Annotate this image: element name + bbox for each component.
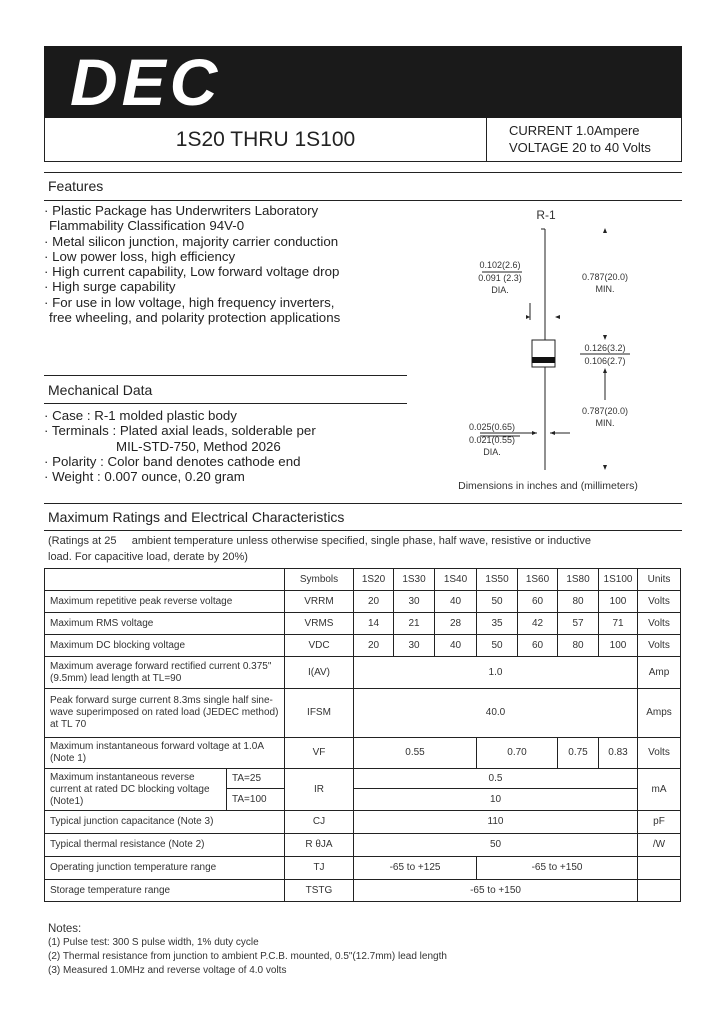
dim-label: 0.091 (2.3)	[478, 273, 522, 283]
feature-item: · Low power loss, high efficiency	[44, 248, 236, 264]
table-cell: 1.0	[354, 657, 638, 689]
table-cell: 14	[354, 613, 394, 635]
table-cell: 60	[518, 591, 558, 613]
table-cell: IFSM	[285, 689, 354, 738]
table-row	[45, 635, 681, 657]
features-list	[44, 203, 340, 325]
arrow-icon	[603, 228, 607, 233]
dim-label: DIA.	[483, 447, 501, 457]
dim-label: 0.787(20.0)	[581, 406, 629, 416]
ratings-heading: Maximum Ratings and Electrical Characteristics	[48, 509, 345, 525]
dim-label: 0.102(2.6)	[479, 260, 521, 270]
table-cell: TA=100	[227, 789, 285, 811]
divider	[44, 503, 682, 504]
mechanical-item: · Terminals : Plated axial leads, solderable per	[44, 423, 316, 439]
title-box	[44, 118, 682, 162]
table-cell: TSTG	[285, 880, 354, 902]
table-row	[45, 657, 681, 689]
table-cell: 60	[518, 635, 558, 657]
divider	[44, 530, 682, 531]
table-cell: Volts	[638, 591, 681, 613]
table-cell: 1S40	[435, 569, 477, 591]
dim-label: 0.126(3.2)	[584, 343, 626, 353]
table-cell: pF	[638, 811, 681, 834]
table-cell: 80	[558, 635, 599, 657]
table-cell: 0.70	[477, 738, 558, 769]
dim-label: MIN.	[595, 418, 615, 428]
arrow-icon	[603, 335, 607, 340]
table-cell: Typical junction capacitance (Note 3)	[45, 811, 285, 834]
table-cell: 80	[558, 591, 599, 613]
feature-item: free wheeling, and polarity protection applications	[49, 310, 341, 326]
table-cell: VDC	[285, 635, 354, 657]
table-cell: Volts	[638, 738, 681, 769]
feature-item: · For use in low voltage, high frequency inverters,	[44, 294, 335, 310]
table-cell: -65 to +150	[477, 857, 638, 880]
table-cell: 0.83	[599, 738, 638, 769]
table-cell: VF	[285, 738, 354, 769]
dim-label: 0.021(0.55)	[468, 435, 516, 445]
divider	[44, 375, 407, 376]
voltage-rating: VOLTAGE 20 to 40 Volts	[509, 140, 651, 155]
arrow-icon	[555, 315, 560, 319]
features-heading: Features	[48, 178, 104, 194]
table-cell: mA	[638, 769, 681, 811]
table-cell: Amps	[638, 689, 681, 738]
table-cell: 100	[599, 591, 638, 613]
table-cell: Typical thermal resistance (Note 2)	[45, 834, 285, 857]
feature-item: Flammability Classification 94V-0	[49, 218, 245, 234]
table-cell: 40	[435, 635, 477, 657]
table-row	[45, 591, 681, 613]
table-row	[45, 834, 681, 857]
arrow-icon	[603, 368, 607, 373]
table-cell: 40	[435, 591, 477, 613]
table-cell: 1S100	[599, 569, 638, 591]
table-cell: VRRM	[285, 591, 354, 613]
table-cell: 0.75	[558, 738, 599, 769]
current-rating: CURRENT 1.0Ampere	[509, 123, 640, 138]
table-cell: 10	[354, 789, 638, 811]
mechanical-item: · Case : R-1 molded plastic body	[44, 408, 237, 423]
table-cell: Amp	[638, 657, 681, 689]
table-cell: Peak forward surge current 8.3ms single half sine-wave superimposed on rated load (JEDEC method) at TL 70	[45, 689, 285, 738]
table-row	[45, 769, 681, 789]
feature-item: · High current capability, Low forward voltage drop	[44, 264, 340, 280]
table-cell	[45, 569, 285, 591]
mechanical-list	[44, 408, 316, 484]
table-cell: 1S30	[394, 569, 435, 591]
table-cell: Maximum average forward rectified current 0.375"(9.5mm) lead length at TL=90	[45, 657, 285, 689]
arrow-icon	[603, 465, 607, 470]
table-cell: TA=25	[227, 769, 285, 789]
arrow-icon	[526, 315, 530, 319]
package-diagram	[440, 200, 682, 500]
mechanical-item: · Weight : 0.007 ounce, 0.20 gram	[44, 469, 245, 485]
feature-item: · High surge capability	[44, 279, 176, 295]
table-cell: Operating junction temperature range	[45, 857, 285, 880]
cathode-band	[532, 357, 555, 363]
mechanical-item: · Polarity : Color band denotes cathode end	[44, 453, 301, 469]
table-cell: I(AV)	[285, 657, 354, 689]
table-cell: 1S50	[477, 569, 518, 591]
table-row	[45, 811, 681, 834]
table-cell: Storage temperature range	[45, 880, 285, 902]
part-title: 1S20 THRU 1S100	[45, 118, 487, 161]
feature-item: · Plastic Package has Underwriters Laboratory	[44, 203, 319, 218]
table-cell: 42	[518, 613, 558, 635]
table-cell: Units	[638, 569, 681, 591]
mechanical-heading: Mechanical Data	[48, 382, 153, 398]
table-cell: 40.0	[354, 689, 638, 738]
notes-heading: Notes:	[48, 923, 82, 935]
dim-label: 0.025(0.65)	[468, 422, 516, 432]
note-item: (1) Pulse test: 300 S pulse width, 1% duty cycle	[48, 937, 259, 948]
dec-logo: DEC	[70, 45, 222, 119]
table-cell	[638, 857, 681, 880]
table-cell: -65 to +125	[354, 857, 477, 880]
table-cell: 50	[354, 834, 638, 857]
table-cell	[638, 880, 681, 902]
table-cell: R θJA	[285, 834, 354, 857]
table-cell: 100	[599, 635, 638, 657]
dim-label: DIA.	[491, 285, 509, 295]
dim-label: MIN.	[595, 284, 615, 294]
table-cell: 0.55	[354, 738, 477, 769]
table-cell: TJ	[285, 857, 354, 880]
table-row	[45, 857, 681, 880]
table-cell: Volts	[638, 613, 681, 635]
table-cell: 30	[394, 591, 435, 613]
table-cell: 30	[394, 635, 435, 657]
table-cell: 1S80	[558, 569, 599, 591]
table-cell: 28	[435, 613, 477, 635]
table-row	[45, 880, 681, 902]
table-cell: -65 to +150	[354, 880, 638, 902]
table-cell: 110	[354, 811, 638, 834]
divider	[44, 172, 682, 173]
table-cell: 50	[477, 591, 518, 613]
table-cell: Maximum DC blocking voltage	[45, 635, 285, 657]
table-cell: 1S20	[354, 569, 394, 591]
table-header-row	[45, 569, 681, 591]
table-cell: 0.5	[354, 769, 638, 789]
package-label: R-1	[536, 208, 556, 222]
note-item: (2) Thermal resistance from junction to ambient P.C.B. mounted, 0.5"(12.7mm) lead length	[48, 951, 447, 962]
table-cell: 71	[599, 613, 638, 635]
table-cell: 21	[394, 613, 435, 635]
arrow-icon	[550, 431, 555, 435]
table-cell: IR	[285, 769, 354, 811]
table-cell: Maximum RMS voltage	[45, 613, 285, 635]
table-cell: 20	[354, 591, 394, 613]
table-cell: CJ	[285, 811, 354, 834]
table-cell: Volts	[638, 635, 681, 657]
table-cell: VRMS	[285, 613, 354, 635]
table-cell: Maximum instantaneous reverse current at rated DC blocking voltage (Note1)	[45, 769, 227, 811]
diagram-caption: Dimensions in inches and (millimeters)	[458, 480, 638, 492]
mechanical-item: MIL-STD-750, Method 2026	[116, 438, 281, 454]
notes	[48, 922, 447, 978]
arrow-icon	[532, 431, 537, 435]
feature-item: · Metal silicon junction, majority carrier conduction	[44, 233, 339, 249]
table-cell: 50	[477, 635, 518, 657]
dim-label: 0.787(20.0)	[581, 272, 629, 282]
table-cell: 35	[477, 613, 518, 635]
dim-label: 0.106(2.7)	[584, 356, 626, 366]
table-cell: 20	[354, 635, 394, 657]
table-cell: 1S60	[518, 569, 558, 591]
divider	[44, 403, 407, 404]
note-item: (3) Measured 1.0MHz and reverse voltage of 4.0 volts	[48, 965, 287, 976]
table-cell: Symbols	[285, 569, 354, 591]
table-cell: Maximum repetitive peak reverse voltage	[45, 591, 285, 613]
ratings-conditions: (Ratings at 25 ambient temperature unless otherwise specified, single phase, half wave, resistive or inductive load. For capacitive load, derate by 20%)	[48, 535, 591, 563]
table-cell: /W	[638, 834, 681, 857]
table-cell: Maximum instantaneous forward voltage at 1.0A (Note 1)	[45, 738, 285, 769]
rating-summary	[509, 122, 651, 156]
table-row	[45, 738, 681, 769]
table-row	[45, 689, 681, 738]
table-row	[45, 613, 681, 635]
table-cell: 57	[558, 613, 599, 635]
ratings-table	[44, 568, 681, 902]
